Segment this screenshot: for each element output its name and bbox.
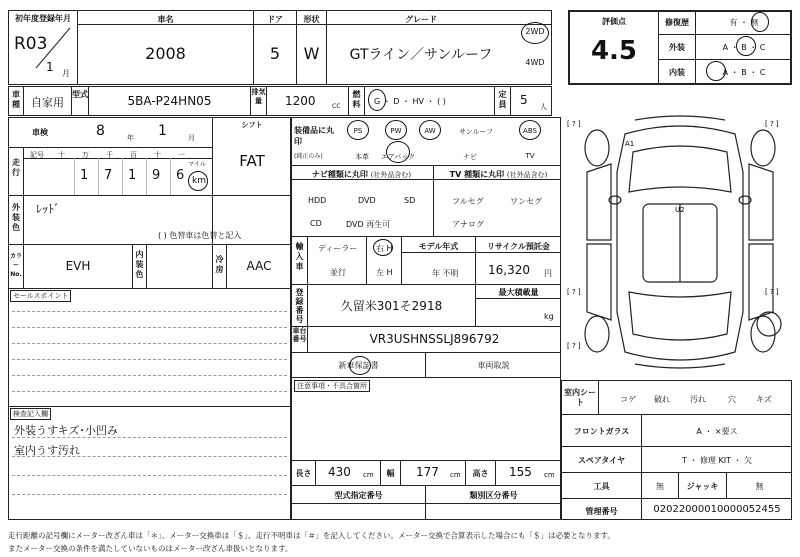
equipment-circle [347,120,369,140]
mileage-place-label: 百 [130,151,137,159]
inspection-year: 8 [96,123,105,139]
interior-color-label: 内装色 [135,250,144,279]
color-no-value: EVH [65,259,91,273]
equipment-label: 装備品に丸印 [294,126,334,146]
selling-points-label: セールスポイント [10,290,71,302]
tools-value: 無 [656,482,664,491]
nav-cd: CD [310,219,322,228]
mileage-place-label: 万 [82,151,89,159]
bracket-bl: [ ? ] [567,288,581,296]
bracket-tl: [ ? ] [567,120,581,128]
equipment-item: エアバック [380,153,416,161]
recycle-value: 16,320 [488,263,530,277]
inspector-label: 検査記入欄 [10,408,51,420]
spare-value: T ・ 修理 KIT ・ 欠 [681,456,753,465]
fuel-options: G ・ D ・ HV ・ ( ) [374,97,446,106]
warranty-circle [349,356,371,375]
nav-hdd: HDD [308,196,327,205]
inspection-month-unit: 月 [188,134,195,142]
interior-label: 内装 [669,68,685,77]
footer-line-1: 走行距離の記号欄にメーター改ざん車は「＊」、メーター交換車は「＄」、走行不明車は「＃」を記入してください。メーター交換で合算表示した場合にも「＄」は必要となります。 [8,531,615,540]
equipment-circle [385,120,407,140]
car-damage-diagram [565,112,795,374]
seat-label: 室内シート [564,388,596,407]
car-name: 2008 [145,44,186,63]
equipment-circle [419,120,441,140]
color-no-label: カラーNo. [9,253,22,278]
registration-value: 久留米301そ2918 [340,299,443,313]
seat-item: 汚れ [690,395,706,404]
nav-sd: SD [404,196,416,205]
shape-label: 形状 [303,15,320,24]
seat-item: キズ [756,395,772,404]
ac-value: AAC [246,259,272,273]
import-parallel: 並行 [330,268,346,277]
type-label: 型式 [72,90,88,99]
nav-dvd-play: DVD 再生可 [346,220,391,229]
capacity-value: 5 [520,93,528,107]
glass-value: A ・ ×要ス [696,427,738,436]
model-year-value: 年 不明 [432,269,459,278]
shift-label: シフト [241,121,263,129]
color-label: 外装色 [12,203,20,232]
import-dealer: ディーラー [318,244,358,253]
car-name-label: 車名 [157,15,174,24]
person-unit: 人 [540,103,547,111]
use-label: 車種 [12,90,20,109]
color-note: ( ) 色替車は色替と記入 [158,231,242,240]
door-count: 5 [269,44,281,63]
mileage-unit-mile: マイル [188,161,206,168]
nav-dvd: DVD [358,196,376,205]
new-car-warranty: 新車保証書 [338,361,379,370]
jack-value: 無 [755,482,764,491]
inspection-year-unit: 年 [127,134,134,142]
tools-label: 工具 [593,482,610,491]
max-load-label: 最大積載量 [498,288,539,297]
inspector-line-2: 室内うす汚れ [14,444,80,457]
month-unit: 月 [62,69,70,78]
mileage-digit: 1 [80,168,89,183]
inspection-label: 車検 [32,128,48,137]
mileage-digit: 9 [152,168,161,183]
mileage-sym-label: 記号 [30,151,44,159]
notes-label: 注意事項・不具合箇所 [294,380,370,392]
bracket-tr: [ ? ] [765,120,779,128]
height-label: 高さ [472,469,489,478]
score-label: 評価点 [602,17,626,26]
bracket-bl2: [ ? ] [567,342,581,350]
damage-u2: U2 [675,206,685,214]
grade-value: GTライン／サンルーフ [349,47,493,63]
mileage-label: 走行 [12,158,20,177]
equipment-item: PS [353,127,363,135]
import-right-h: 右 H [376,244,393,253]
fuel-g-circle [368,89,386,111]
cc-unit: CC [332,103,341,110]
mileage-unit-km: km [192,176,206,186]
glass-label: フロントガラス [573,427,630,436]
exterior-options: A ・ B ・ C [722,43,766,52]
recycle-label: リサイクル預託金 [487,242,550,251]
footer-line-2: またメーター交換の条件を満たしていないものはメーター改ざん車扱いとなります。 [8,544,293,553]
kg-unit: kg [544,312,554,321]
type-value: 5BA-P24HN05 [127,94,212,108]
tv-fullseg: フルセグ [452,197,484,206]
nav-label: ナビ種類に丸印 (社外品含む) [311,170,412,179]
equipment-item: AW [424,127,436,135]
mileage-digit: 6 [176,168,185,183]
grade-label: グレード [405,15,437,24]
displacement-label: 排気量 [251,88,266,105]
length-label: 長さ [295,469,312,478]
repair-none-circle [751,12,769,32]
interior-a-circle [706,61,726,81]
interior-options: A ・ B ・ C [722,68,766,77]
chassis-label: 車台番号 [292,327,307,343]
fuel-label: 燃料 [352,90,361,109]
equipment-item: サンルーフ [458,128,494,136]
height-value: 155 [509,465,532,479]
yen-unit: 円 [544,269,552,278]
repair-options: 有 ・ 無 [729,18,759,27]
equipment-item: 本革 [355,153,369,161]
category-label: 類別区分番号 [469,491,518,500]
import-left-h: 左 H [376,268,393,277]
chassis-value: VR3USHNSSLJ896792 [369,332,500,346]
type-designation-label: 型式指定番号 [334,491,383,500]
equipment-sub: (純正のみ) [294,153,323,160]
mileage-place-label: 千 [106,151,113,159]
inspector-line-1: 外装うすキズ･小凹み [14,424,118,437]
model-year-label: モデル年式 [418,242,459,251]
airbag-circle [386,141,410,163]
bracket-br: [ ? ] [765,288,779,296]
damage-a1: A1 [625,140,635,148]
tv-oneseg: ワンセグ [510,197,542,206]
km-circle [188,171,208,191]
shape-value: W [303,44,320,63]
right-h-circle [373,239,393,256]
import-label: 輸入車 [295,242,304,271]
length-cm: cm [363,471,374,479]
drive-2wd: 2WD [525,27,545,36]
exterior-label: 外装 [669,43,685,52]
registration-label: 登録番号 [295,288,304,324]
shift-value: FAT [239,152,265,170]
mileage-digit: 1 [128,168,137,183]
height-cm: cm [544,471,555,479]
first-reg-label: 初年度登録年月 [15,14,71,23]
seat-item: コゲ [620,395,636,404]
score-value: 4.5 [590,36,638,66]
color-value: ﾚｯﾄﾞ [36,202,61,216]
seat-item: 破れ [654,395,670,404]
spare-label: スペアタイヤ [577,456,626,465]
equipment-item: ABS [523,127,537,135]
equipment-item: ナビ [463,153,477,161]
left-block [8,117,291,520]
mileage-place-label: 十 [58,151,65,159]
tv-analog: アナログ [452,220,484,229]
width-label: 幅 [386,469,395,478]
mileage-place-label: 一 [178,151,185,159]
first-reg-year: R03 [14,34,48,54]
equipment-item: PW [390,127,402,135]
mgmt-label: 管理番号 [585,507,618,516]
equipment-item: TV [525,152,535,160]
use-value: 自家用 [31,96,64,109]
width-value: 177 [416,465,439,479]
width-cm: cm [450,471,461,479]
mileage-digit: 7 [104,168,113,183]
exterior-b-circle [736,36,756,56]
repair-label: 修復歴 [665,18,689,27]
drive-4wd: 4WD [525,58,545,67]
jack-label: ジャッキ [686,482,719,491]
tv-label: TV 種類に丸印 (社外品含む) [449,170,548,179]
length-value: 430 [328,465,351,479]
mgmt-value: 02022000010000052455 [653,504,781,515]
vehicle-manual: 車両取説 [477,361,510,370]
door-label: ドア [267,15,283,24]
equipment-circle [519,120,541,140]
first-reg-month: 1 [46,60,54,74]
mileage-place-label: 十 [154,151,161,159]
ac-label: 冷房 [215,255,224,274]
displacement-value: 1200 [285,94,316,108]
inspection-month: 1 [158,123,167,139]
capacity-label: 定員 [498,90,507,109]
seat-item: 穴 [728,395,736,404]
